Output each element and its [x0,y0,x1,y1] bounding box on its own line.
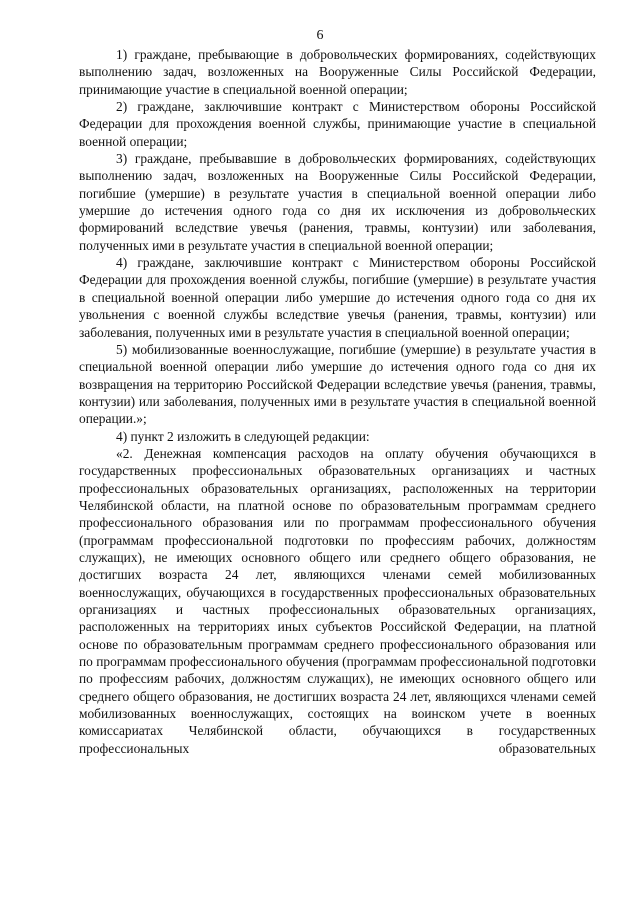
paragraph-item-1: 1) граждане, пребывающие в добровольческих формированиях, содействующих выполнению задач, возложенных на Вооруженные Силы Российской Федерации, принимающие участие в специальной военной операции; [79,47,596,97]
paragraph-item-2: 2) граждане, заключившие контракт с Министерством обороны Российской Федерации для прохождения военной службы, принимающие участие в специальной военной операции; [79,99,596,149]
document-body [79,46,596,757]
page-number: 6 [316,28,324,43]
paragraph-amendment-4: 4) пункт 2 изложить в следующей редакции: [116,428,370,444]
paragraph-clause-2: «2. Денежная компенсация расходов на оплату обучения обучающихся в государственных профессиональных образовательных организациях и частных профессиональных образовательных организациях, расположенных на территории Челябинской области, на платной основе по образовательным программам среднего профессионального образования или по программам профессионального обучения (программам профессиональной подготовки по профессиям рабочих, должностям служащих), не имеющих основного общего или среднего общего образования, не достигших возраста 24 лет, являющихся членами семей мобилизованных военнослужащих, обучающихся в государственных профессиональных образовательных организациях и частных профессиональных образовательных организациях, расположенных на территориях иных субъектов Российской Федерации, на платной основе по образовательным программам среднего профессионального образования или по программам профессионального обучения (программам профессиональной подготовки по профессиям рабочих, должностям служащих), не имеющих основного общего или среднего общего образования, не достигших возраста 24 лет, являющихся членами семей мобилизованных военнослужащих, состоящих на воинском учете в военных комиссариатах Челябинской области, обучающихся в государственных профессиональных образовательных [79,445,596,756]
paragraph-item-3: 3) граждане, пребывавшие в добровольческих формированиях, содействующих выполнению задач, возложенных на Вооруженные Силы Российской Федерации, погибшие (умершие) в результате участия в специальной военной операции либо умершие до истечения одного года со дня их исключения из добровольческих формирований вследствие увечья (ранения, травмы, контузии) или заболевания, полученных ими в результате участия в специальной военной операции; [79,151,596,253]
paragraph-item-4: 4) граждане, заключившие контракт с Министерством обороны Российской Федерации для прохождения военной службы, погибшие (умершие) в результате участия в специальной военной операции либо умершие до истечения одного года со дня их увольнения с военной службы вследствие увечья (ранения, травмы, контузии) или заболевания, полученных ими в результате участия в специальной военной операции; [79,255,596,340]
paragraph-item-5: 5) мобилизованные военнослужащие, погибшие (умершие) в результате участия в специальной военной операции либо умершие до истечения одного года со дня их возвращения на территорию Российской Федерации вследствие увечья (ранения, травмы, контузии) или заболевания, полученных ими в результате участия в специальной военной операции.»; [79,341,596,427]
